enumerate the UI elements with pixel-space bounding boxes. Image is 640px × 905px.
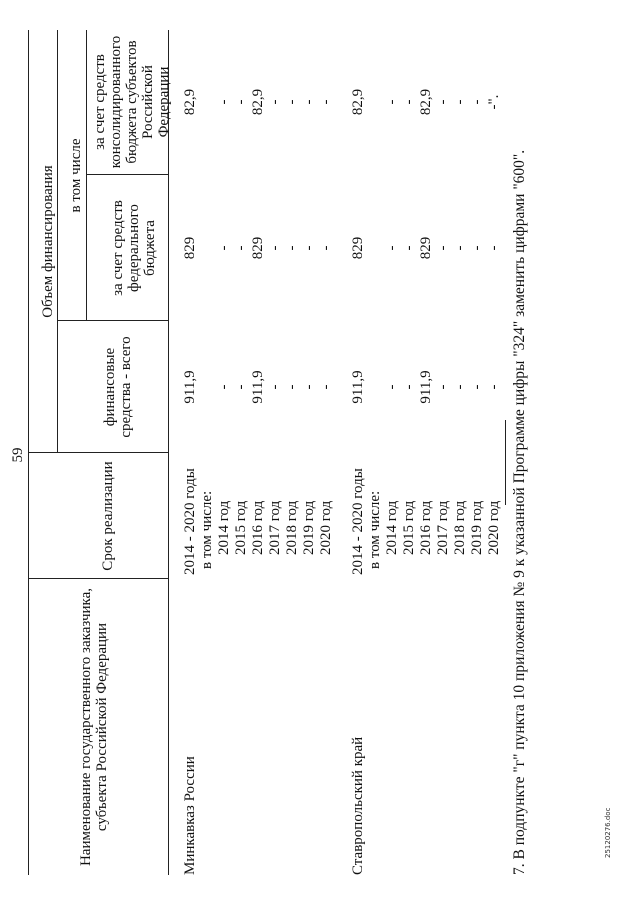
federal-value: 829	[250, 236, 266, 260]
total-value: -	[486, 384, 502, 390]
regional-value: 82,9	[418, 88, 434, 116]
total-value: -	[216, 384, 232, 390]
total-value: -	[301, 384, 317, 390]
regional-value: -	[301, 99, 317, 105]
header-regional: за счет средств консолидированного бюджета субъектов Российской Федерации	[92, 35, 172, 169]
customer-name: Ставропольский край	[350, 736, 366, 875]
period-label: 2018 год	[452, 500, 468, 555]
doc-reference: 25120276.doc	[604, 807, 612, 858]
customer-name: Минкавказ России	[182, 756, 198, 875]
header-period: Срок реализации	[100, 461, 116, 571]
regional-value: -	[267, 99, 283, 105]
period-label: 2019 год	[301, 500, 317, 555]
regional-value: -	[284, 99, 300, 105]
federal-value: -	[401, 245, 417, 251]
regional-value: -	[401, 99, 417, 105]
total-value: -	[233, 384, 249, 390]
regional-value: -	[469, 99, 485, 105]
regional-value: -	[318, 99, 334, 105]
total-value: 911,9	[418, 370, 434, 404]
header-funding-title: Объем финансирования	[40, 165, 56, 318]
federal-value: -	[435, 245, 451, 251]
period-label: 2015 год	[401, 500, 417, 555]
page-number: 59	[10, 447, 26, 463]
period-label: в том числе:	[199, 490, 215, 569]
federal-value: -	[486, 245, 502, 251]
regional-value: -	[216, 99, 232, 105]
federal-value: -	[301, 245, 317, 251]
regional-value: -	[384, 99, 400, 105]
total-value: -	[267, 384, 283, 390]
total-value: 911,9	[250, 370, 266, 404]
col-sep-4	[86, 174, 168, 175]
period-label: 2014 - 2020 годы	[350, 468, 366, 575]
federal-value: -	[318, 245, 334, 251]
regional-value: 82,9	[182, 88, 198, 116]
federal-value: -	[469, 245, 485, 251]
total-value: -	[435, 384, 451, 390]
period-label: 2014 - 2020 годы	[182, 468, 198, 575]
total-value: -	[318, 384, 334, 390]
period-label: 2016 год	[418, 500, 434, 555]
col-sep-2	[28, 452, 168, 453]
period-label: 2020 год	[486, 500, 502, 555]
table-end-separator	[505, 420, 506, 505]
total-value: -	[384, 384, 400, 390]
federal-value: 829	[350, 236, 366, 260]
federal-value: -	[216, 245, 232, 251]
header-including: в том числе	[68, 138, 84, 213]
period-label: 2015 год	[233, 500, 249, 555]
total-value: -	[401, 384, 417, 390]
regional-value: -	[435, 99, 451, 105]
period-label: в том числе:	[367, 490, 383, 569]
period-label: 2016 год	[250, 500, 266, 555]
federal-value: -	[267, 245, 283, 251]
regional-value: 82,9	[250, 88, 266, 116]
federal-value: 829	[418, 236, 434, 260]
regional-value: -	[233, 99, 249, 105]
period-label: 2014 год	[216, 500, 232, 555]
including-rule	[86, 30, 87, 321]
regional-value: -".	[486, 94, 502, 110]
federal-value: -	[452, 245, 468, 251]
period-label: 2018 год	[284, 500, 300, 555]
total-value: -	[469, 384, 485, 390]
header-customer: Наименование государственного заказчика, субъекта Российской Федерации	[78, 587, 110, 867]
regional-value: 82,9	[350, 88, 366, 116]
header-federal: за счет средств федерального бюджета	[110, 200, 158, 296]
federal-value: 829	[182, 236, 198, 260]
federal-value: -	[384, 245, 400, 251]
total-value: -	[284, 384, 300, 390]
header-total: финансовые средства - всего	[102, 336, 134, 438]
period-label: 2017 год	[267, 500, 283, 555]
total-value: -	[452, 384, 468, 390]
col-sep-1	[28, 578, 168, 579]
col-sep-3	[57, 320, 168, 321]
period-label: 2020 год	[318, 500, 334, 555]
total-value: 911,9	[350, 370, 366, 404]
funding-title-rule	[57, 30, 58, 453]
period-label: 2019 год	[469, 500, 485, 555]
amendment-paragraph: 7. В подпункте "г" пункта 10 приложения № 9 к указанной Программе цифры "324" заменить цифрами "600".	[511, 149, 528, 875]
total-value: 911,9	[182, 370, 198, 404]
federal-value: -	[233, 245, 249, 251]
regional-value: -	[452, 99, 468, 105]
federal-value: -	[284, 245, 300, 251]
period-label: 2017 год	[435, 500, 451, 555]
period-label: 2014 год	[384, 500, 400, 555]
